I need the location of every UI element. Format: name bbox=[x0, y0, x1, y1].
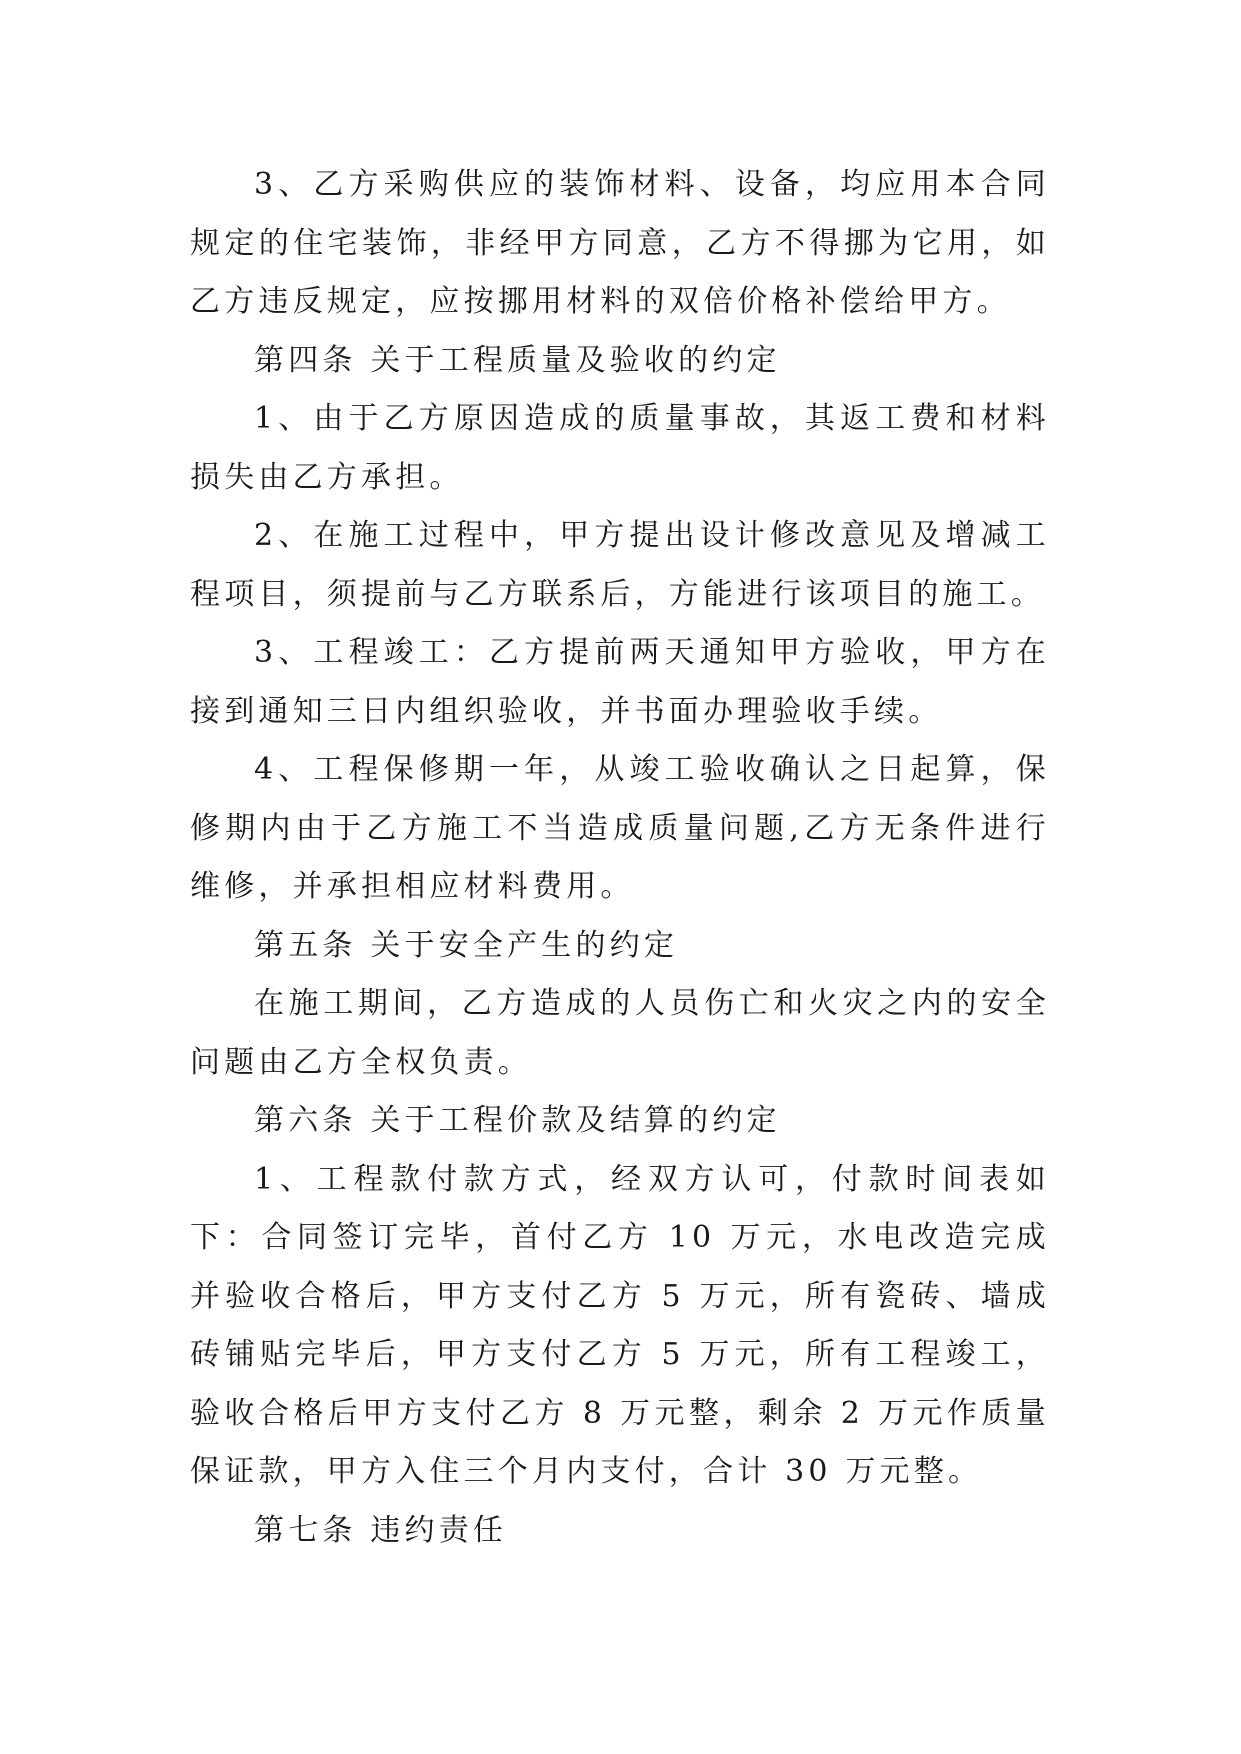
heading-article-5: 第五条 关于安全产生的约定 bbox=[254, 927, 679, 963]
heading-article-6: 第六条 关于工程价款及结算的约定 bbox=[254, 1103, 781, 1138]
paragraph-completion-acceptance: 3、工程竣工：乙方提前两天通知甲方验收，甲方在接到通知三日内组织验收，并书面办理验收手续。 bbox=[190, 635, 1050, 729]
heading-article-4: 第四条 关于工程质量及验收的约定 bbox=[254, 342, 781, 378]
paragraph-clause-3-materials: 3、乙方采购供应的装饰材料、设备，均应用本合同规定的住宅装饰，非经甲方同意，乙方不得挪为它用，如乙方违反规定，应按挪用材料的双倍价格补偿给甲方。 bbox=[190, 167, 1050, 319]
paragraph-warranty: 4、工程保修期一年，从竣工验收确认之日起算，保修期内由于乙方施工不当造成质量问题,乙方无条件进行维修，并承担相应材料费用。 bbox=[190, 752, 1050, 904]
paragraph-safety: 在施工期间，乙方造成的人员伤亡和火灾之内的安全问题由乙方全权负责。 bbox=[190, 986, 1050, 1080]
paragraph-design-change: 2、在施工过程中，甲方提出设计修改意见及增减工程项目，须提前与乙方联系后，方能进行该项目的施工。 bbox=[190, 518, 1050, 612]
document-body bbox=[190, 156, 1050, 1560]
paragraph-payment-schedule: 1、工程款付款方式，经双方认可，付款时间表如下：合同签订完毕，首付乙方 10 万元，水电改造完成并验收合格后，甲方支付乙方 5 万元，所有瓷砖、墙成砖铺贴完毕后，甲方支付乙方 5 万元，所有工程竣工，验收合格后甲方支付乙方 8 万元整，剩余 2 万元作质量保证款，甲方入住三个月内支付，合计 30 万元整。 bbox=[190, 1161, 1050, 1489]
paragraph-quality-accident: 1、由于乙方原因造成的质量事故，其返工费和材料损失由乙方承担。 bbox=[190, 401, 1050, 495]
heading-article-7: 第七条 违约责任 bbox=[254, 1512, 508, 1548]
